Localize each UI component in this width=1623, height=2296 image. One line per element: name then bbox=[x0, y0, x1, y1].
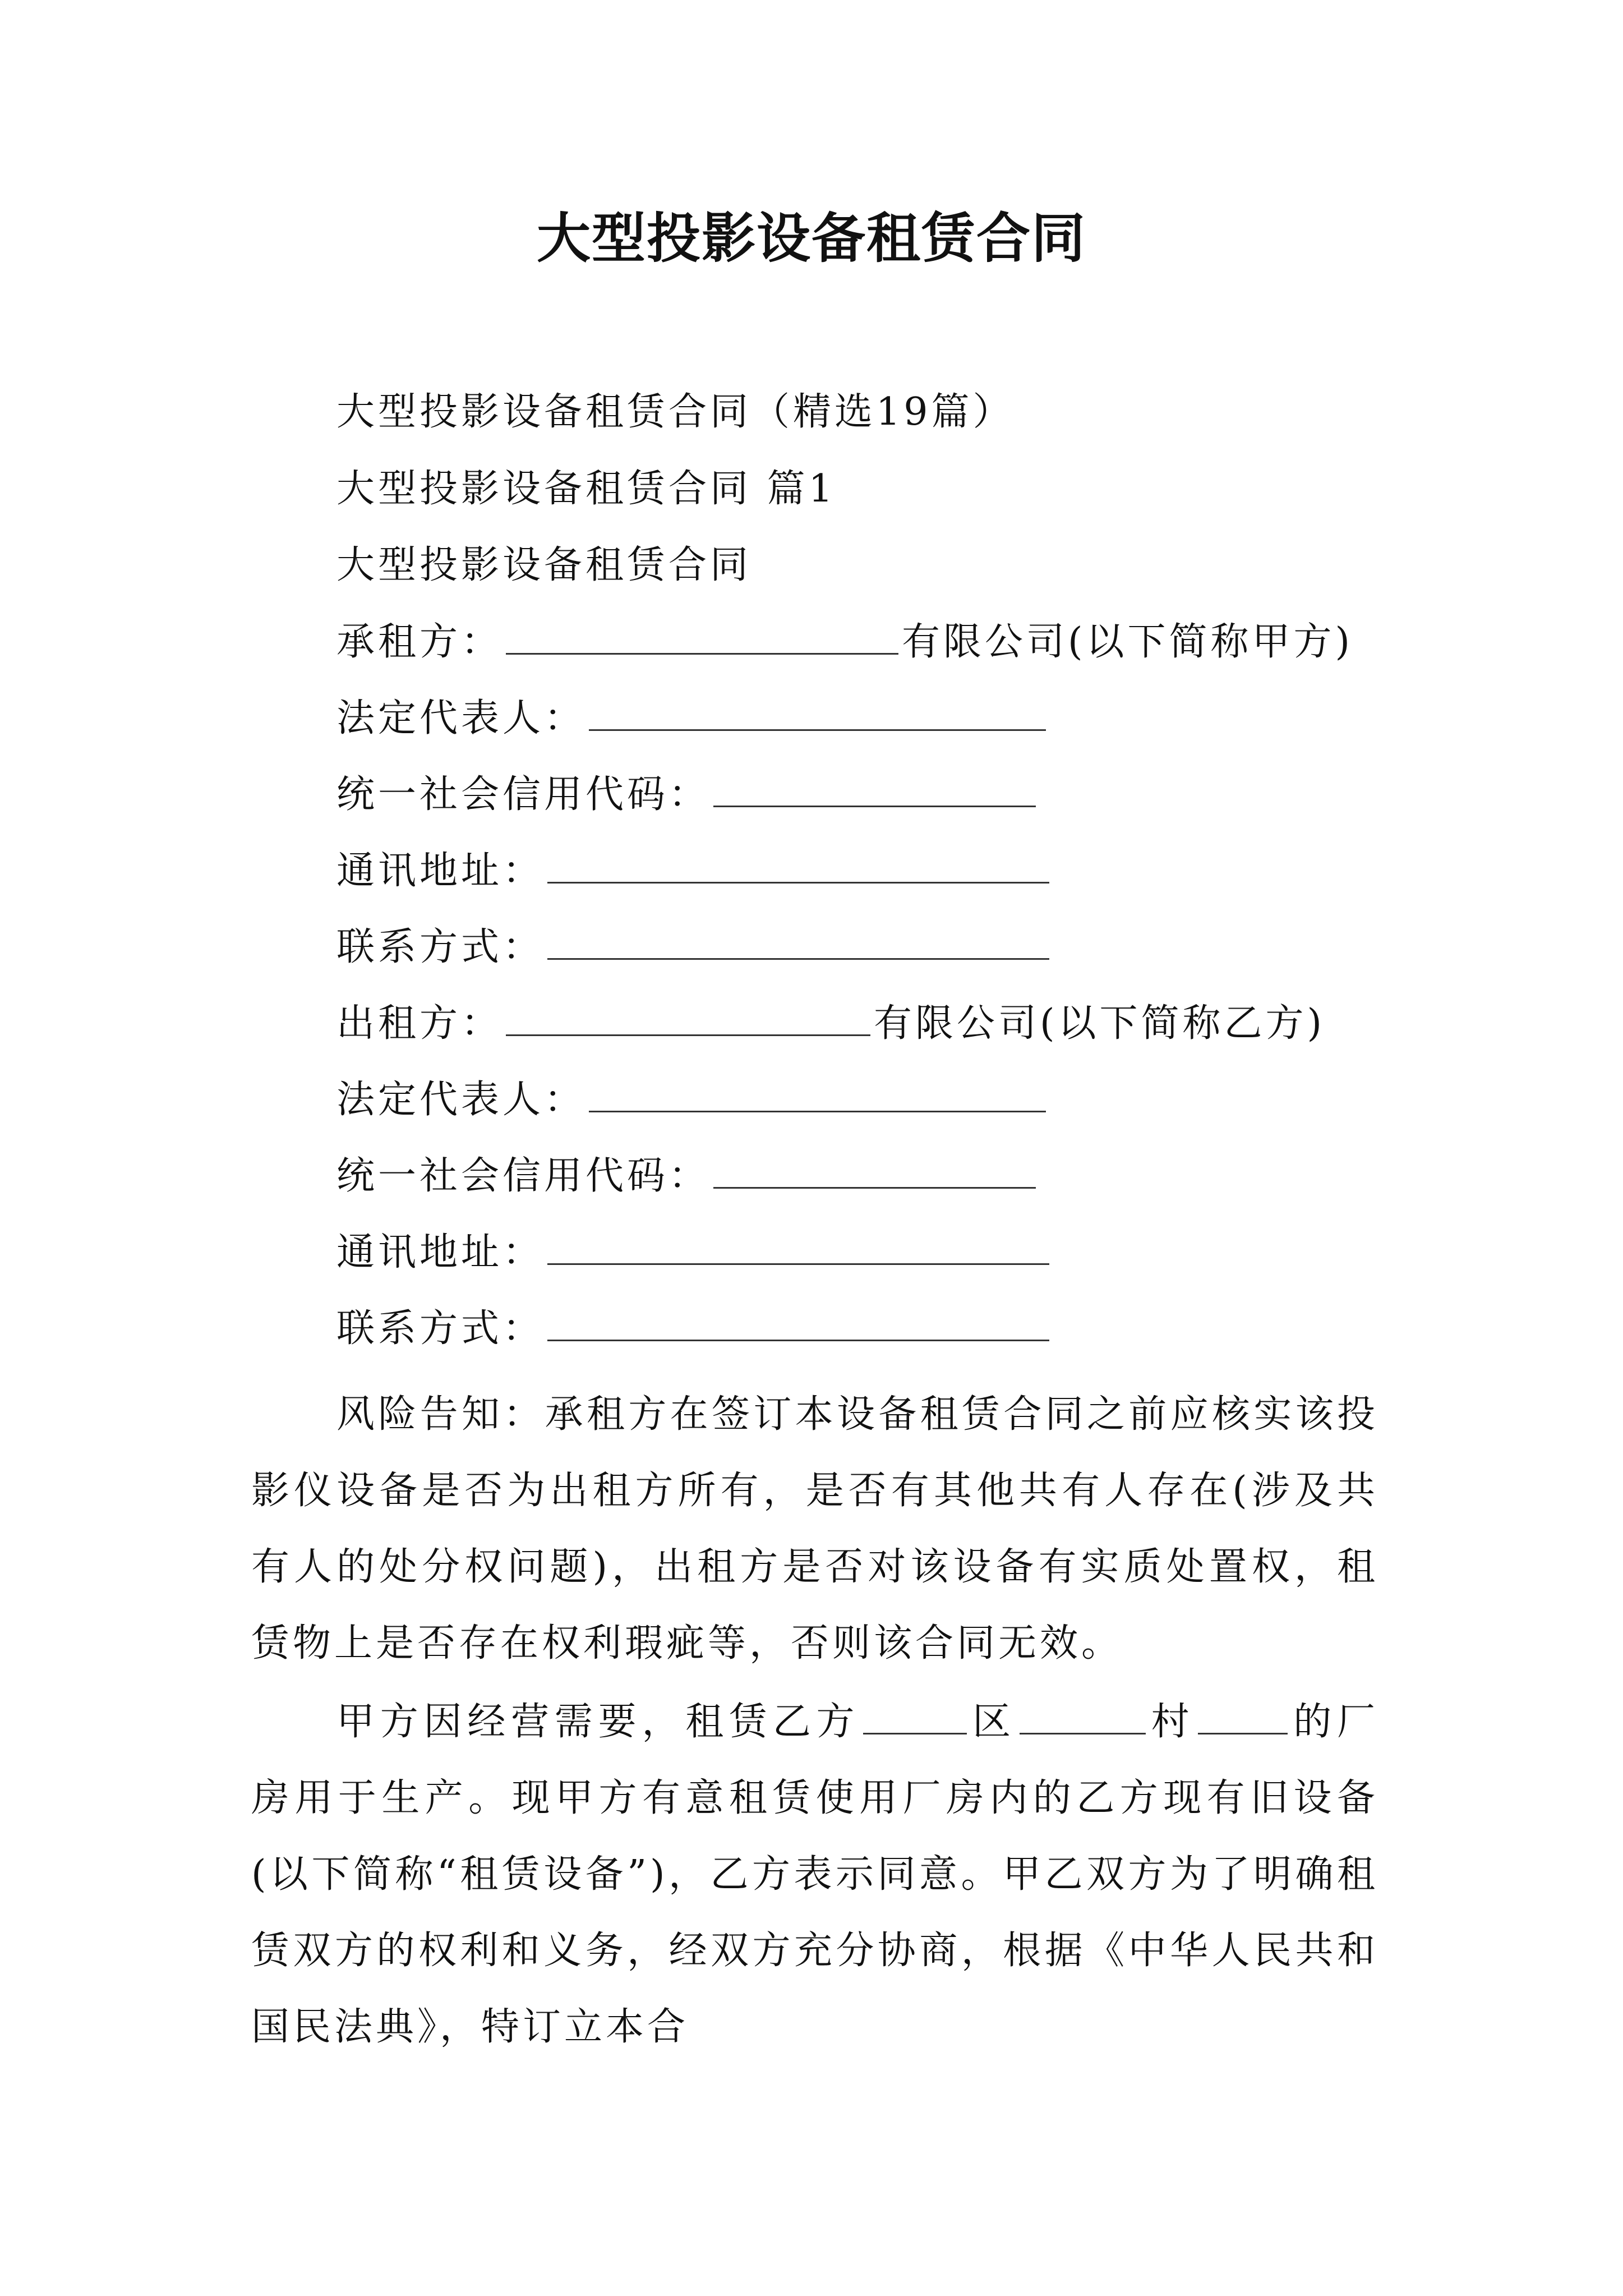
purpose-text-3: 村 bbox=[1149, 1700, 1195, 1744]
lessee-address-row bbox=[336, 843, 1053, 899]
lessor-legal-rep-field[interactable] bbox=[589, 1071, 1046, 1112]
risk-notice-paragraph: 风险告知：承租方在签订本设备租赁合同之前应核实该投影仪设备是否为出租方所有，是否有其他共有人存在(涉及共有人的处分权问题)，出租方是否对该设备有实质处置权，租赁物上是否存在权利瑕疵等，否则该合同无效。 bbox=[251, 1392, 1379, 1665]
lessor-address-row bbox=[336, 1224, 1053, 1281]
lessee-legal-rep-field[interactable] bbox=[589, 690, 1046, 731]
lessee-name-field[interactable] bbox=[506, 614, 898, 655]
lessor-contact-row bbox=[336, 1300, 1053, 1357]
contract-name: 大型投影设备租赁合同 bbox=[336, 543, 752, 587]
lessor-name-field[interactable] bbox=[506, 995, 870, 1036]
lessee-address-label: 通讯地址： bbox=[336, 849, 545, 893]
lessor-address-label: 通讯地址： bbox=[336, 1230, 545, 1274]
site-field[interactable] bbox=[1198, 1698, 1288, 1734]
lessee-contact-label: 联系方式： bbox=[336, 925, 545, 969]
district-field[interactable] bbox=[863, 1698, 967, 1734]
purpose-paragraph bbox=[251, 1684, 1378, 2065]
lessee-address-field[interactable] bbox=[547, 843, 1049, 884]
lessor-legal-rep-row bbox=[336, 1071, 1049, 1128]
lessee-legal-rep-label: 法定代表人： bbox=[336, 696, 586, 740]
lessor-contact-field[interactable] bbox=[547, 1300, 1049, 1341]
lessor-suffix: 有限公司(以下简称乙方) bbox=[874, 1001, 1326, 1046]
lessee-contact-field[interactable] bbox=[547, 919, 1049, 960]
purpose-text-2: 区 bbox=[970, 1700, 1016, 1744]
lessor-credit-code-row bbox=[336, 1148, 1039, 1204]
lessor-credit-code-label: 统一社会信用代码： bbox=[336, 1154, 711, 1198]
purpose-text-4: 的厂房用于生产。现甲方有意租赁使用厂房内的乙方现有旧设备(以下简称“租赁设备”)，乙方表示同意。甲乙双方为了明确租赁双方的权利和义务，经双方充分协商，根据《中华人民共和国民法典》，特订立本合 bbox=[251, 1700, 1378, 2049]
purpose-text-1: 甲方因经营需要，租赁乙方 bbox=[336, 1700, 860, 1744]
lessee-row bbox=[336, 614, 1353, 670]
lessee-legal-rep-row bbox=[336, 690, 1049, 747]
lessor-address-field[interactable] bbox=[547, 1224, 1049, 1265]
page-title: 大型投影设备租赁合同 bbox=[537, 207, 1086, 270]
lessee-credit-code-row bbox=[336, 766, 1039, 823]
lessee-suffix: 有限公司(以下简称甲方) bbox=[902, 620, 1354, 664]
lessee-contact-row bbox=[336, 919, 1053, 976]
lessor-credit-code-field[interactable] bbox=[713, 1148, 1036, 1189]
subtitle: 大型投影设备租赁合同（精选19篇） bbox=[336, 390, 1015, 434]
lessor-legal-rep-label: 法定代表人： bbox=[336, 1078, 586, 1122]
section-heading: 大型投影设备租赁合同 篇1 bbox=[336, 467, 836, 511]
lessor-contact-label: 联系方式： bbox=[336, 1306, 545, 1351]
lessee-credit-code-label: 统一社会信用代码： bbox=[336, 772, 711, 817]
lessee-label: 承租方： bbox=[336, 620, 503, 664]
lessor-row bbox=[336, 995, 1325, 1052]
lessee-credit-code-field[interactable] bbox=[713, 766, 1036, 807]
village-field[interactable] bbox=[1020, 1698, 1146, 1734]
lessor-label: 出租方： bbox=[336, 1001, 503, 1046]
